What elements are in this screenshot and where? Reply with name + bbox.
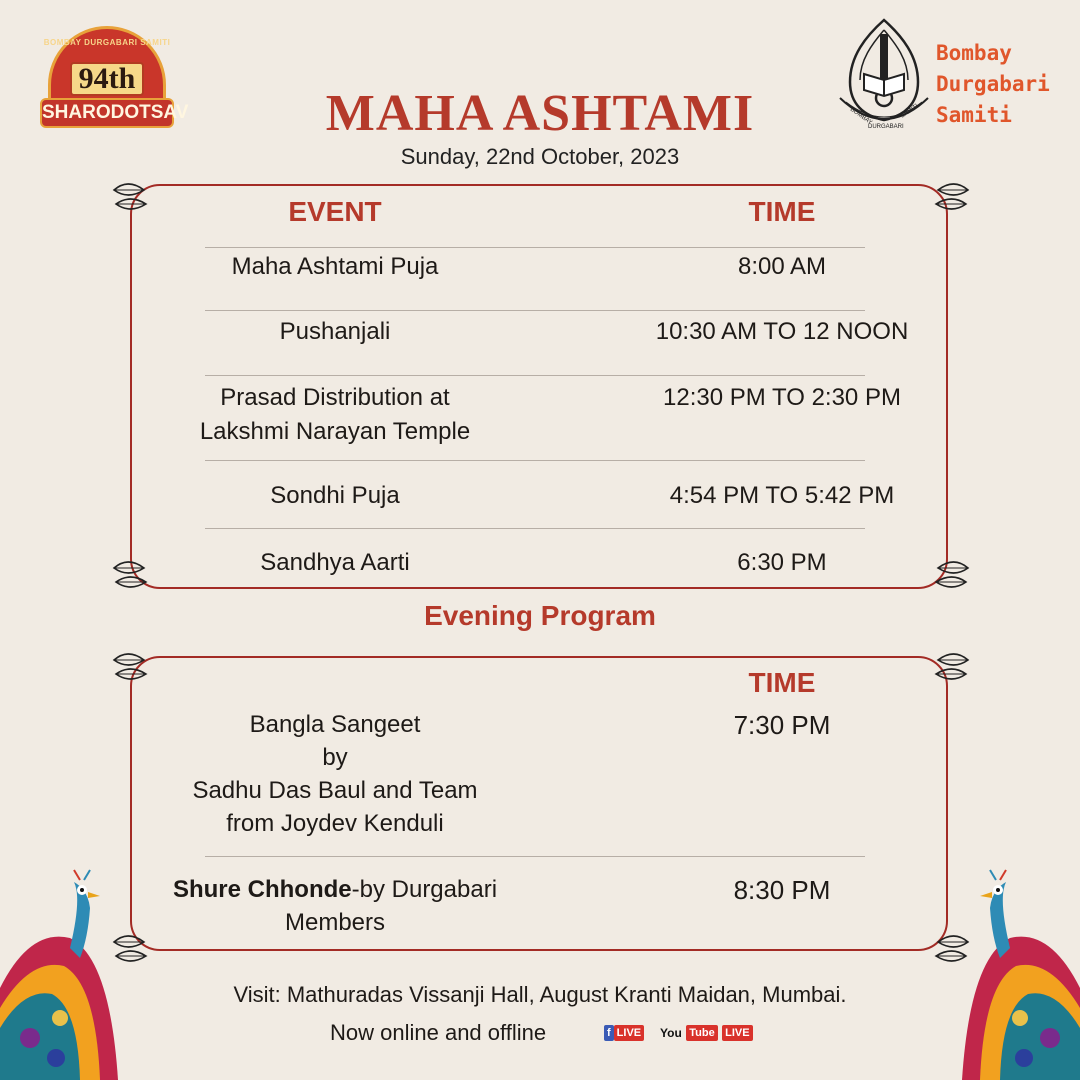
evening-event-bold: Shure Chhonde [172,876,352,903]
org-name-line2: Durgabari [936,72,1050,96]
leaf-ornament-icon [110,558,154,592]
row-divider [205,460,865,461]
event-column-header: EVENT [288,196,382,227]
evening-time-header: TIME [748,667,816,698]
row-divider [205,528,865,529]
schedule-event-line: Lakshmi Narayan Temple [199,418,471,445]
evening-event [140,873,530,939]
leaf-ornament-icon [928,650,972,684]
evening-event-line: by [322,744,348,771]
evening-event [160,708,510,840]
samiti-logo [836,16,932,134]
logo-text-right: SAMITI [899,103,920,120]
schedule-event [160,381,510,449]
schedule-event: Maha Ashtami Puja [231,253,439,280]
page-title: MAHA ASHTAMI [325,85,755,142]
venue-text: Visit: Mathuradas Vissanji Hall, August Kranti Maidan, Mumbai. [233,982,847,1007]
online-offline-text: Now online and offline [330,1020,547,1045]
evening-event-line: from Joydev Kenduli [226,810,444,837]
schedule-event: Sondhi Puja [270,482,400,509]
leaf-ornament-icon [928,558,972,592]
evening-time: 7:30 PM [733,710,831,740]
evening-program-title: Evening Program [424,600,656,631]
time-column-header: TIME [748,196,816,227]
peacock-right-icon [956,868,1080,1080]
youtube-live-label: LIVE [722,1025,752,1041]
badge-arc-text: BOMBAY DURGABARI SAMITI [43,38,171,47]
row-divider [205,375,865,376]
schedule-event: Sandhya Aarti [260,549,410,576]
row-divider [205,856,865,857]
org-name-line1: Bombay [936,41,1012,65]
schedule-event: Pushanjali [279,318,391,345]
schedule-time: 4:54 PM TO 5:42 PM [669,482,895,509]
youtube-live-badge[interactable] [660,1024,753,1042]
evening-event-line: Members [284,909,386,936]
row-divider [205,310,865,311]
schedule-time: 12:30 PM TO 2:30 PM [663,384,901,411]
leaf-ornament-icon [110,180,154,214]
evening-time: 8:30 PM [733,875,831,905]
logo-text-left: BOMBAY [848,106,873,127]
logo-text-bottom: DURGABARI [868,124,904,130]
facebook-icon: f [604,1025,614,1041]
schedule-time: 6:30 PM [737,549,827,576]
schedule-time: 10:30 AM TO 12 NOON [655,318,909,345]
evening-event-rest: -by Durgabari [351,876,498,903]
row-divider [205,247,865,248]
evening-event-line: Sadhu Das Baul and Team [192,777,478,804]
evening-event-line [140,873,530,906]
leaf-ornament-icon [110,650,154,684]
youtube-you-label: You [660,1025,682,1040]
book-veena-emblem-icon [836,16,932,134]
org-name-line3: Samiti [936,103,1012,127]
badge-ribbon: SHARODOTSAV [40,98,174,128]
schedule-event-line: Prasad Distribution at [220,384,450,411]
organization-name [936,38,1050,131]
evening-event-line: Bangla Sangeet [249,711,421,738]
facebook-live-label: LIVE [614,1025,644,1041]
schedule-time: 8:00 AM [737,253,827,280]
event-date: Sunday, 22nd October, 2023 [400,144,680,169]
peacock-left-icon [0,868,124,1080]
badge-number: 94th [78,62,136,95]
leaf-ornament-icon [928,180,972,214]
youtube-tube-label: Tube [686,1025,717,1041]
facebook-live-badge[interactable] [604,1024,644,1042]
sharodotsav-badge [40,26,189,134]
